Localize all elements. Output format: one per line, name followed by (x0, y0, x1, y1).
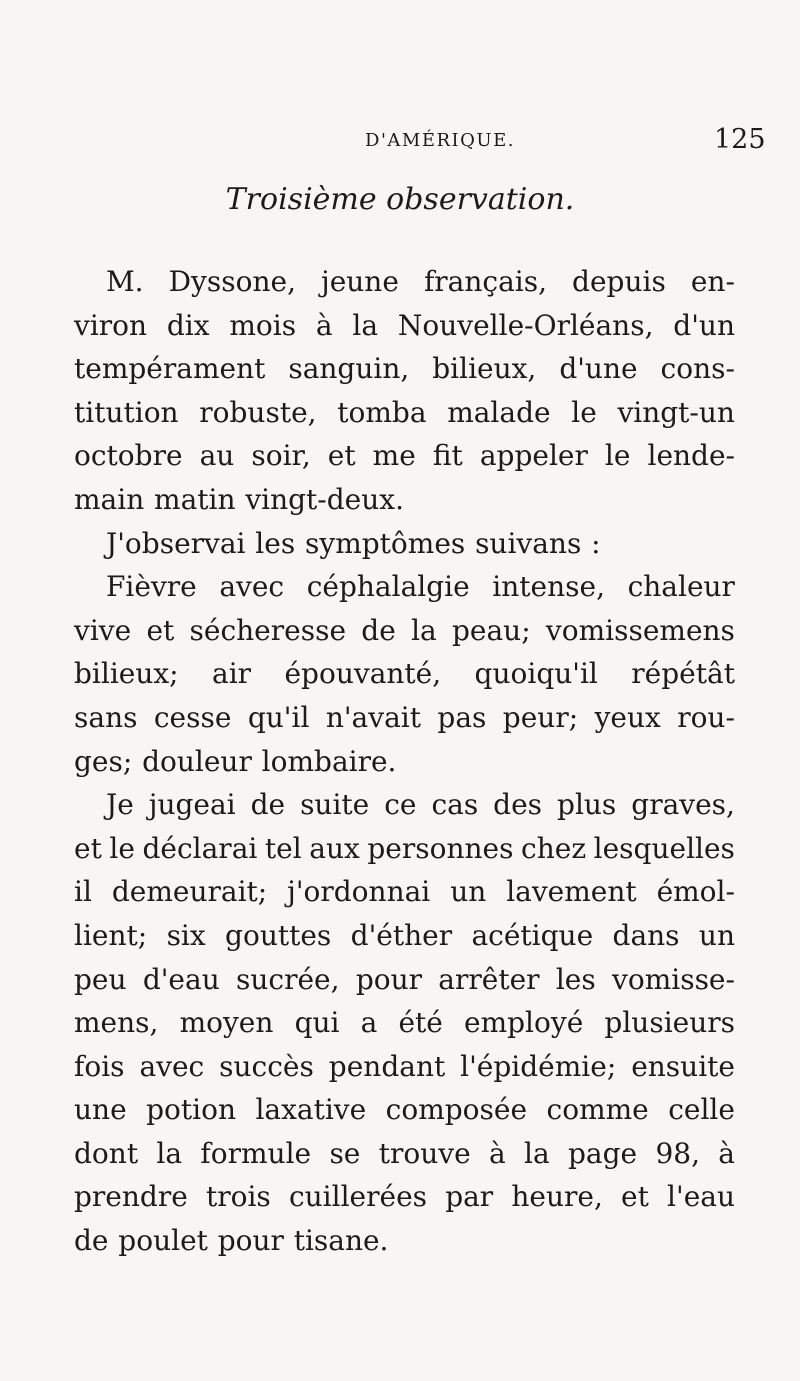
word: et (74, 831, 102, 865)
word: le (109, 831, 135, 865)
word: trouve (378, 1136, 471, 1170)
word: sanguin, (288, 352, 410, 386)
word: pour (217, 1224, 284, 1258)
word: la (524, 1136, 550, 1170)
word: tisane. (293, 1224, 389, 1258)
text-line (74, 1001, 735, 1045)
word: succès (219, 1049, 314, 1083)
word: cons- (660, 352, 735, 386)
word: été (398, 1006, 443, 1040)
word: lende- (647, 439, 735, 473)
word: suite (300, 788, 370, 822)
word: heure, (511, 1180, 603, 1214)
word: la (411, 613, 437, 647)
word: prendre (74, 1180, 188, 1214)
word: air (212, 657, 252, 691)
word: épouvanté, (284, 657, 442, 691)
word: 98, (655, 1136, 700, 1170)
word: un (698, 918, 735, 952)
word: lavement (506, 875, 637, 909)
text-line (74, 434, 735, 478)
word: robuste, (199, 395, 317, 429)
word: cuillerées (288, 1180, 428, 1214)
word: comme (546, 1093, 649, 1127)
paragraph (74, 565, 735, 783)
word: qu'il (247, 700, 310, 734)
word: le (604, 439, 631, 473)
word: personnes (367, 831, 514, 865)
word: arrêter (438, 962, 540, 996)
word: cesse (153, 700, 232, 734)
word: sécheresse (189, 613, 347, 647)
text-line (74, 347, 735, 391)
word: soir, (251, 439, 311, 473)
word: en- (690, 265, 735, 298)
text-line (74, 260, 735, 304)
word: mois (229, 308, 297, 342)
word: cas (431, 788, 479, 822)
word: des (493, 788, 543, 822)
section-title: Troisième observation. (225, 182, 575, 217)
text-line (74, 609, 735, 653)
word: à (718, 1136, 735, 1170)
word: tel (264, 831, 302, 865)
word: et (146, 613, 175, 647)
text-line (74, 1132, 735, 1176)
word: trois (205, 1180, 271, 1214)
word: bilieux; (74, 657, 179, 691)
word: malade (447, 395, 551, 429)
word: peur; (502, 700, 579, 734)
word: à (488, 1136, 506, 1170)
word: se (329, 1136, 361, 1170)
text-line (74, 870, 735, 914)
running-head: D'AMÉRIQUE. (365, 130, 515, 151)
word: gouttes (225, 918, 332, 952)
word: vive (74, 613, 132, 647)
word: rou- (677, 700, 735, 734)
text-line (74, 1045, 735, 1089)
word: composée (385, 1093, 528, 1127)
word: plusieurs (604, 1006, 735, 1040)
word: graves, (631, 788, 735, 822)
word: intense, (492, 570, 605, 604)
word: tempérament (74, 352, 266, 386)
word: déclarai (142, 831, 258, 865)
word: quoiqu'il (474, 657, 598, 691)
word: laxative (255, 1093, 367, 1127)
text-line (74, 783, 735, 827)
body-text (74, 260, 735, 1263)
word: octobre (74, 439, 183, 473)
text-line (74, 522, 735, 566)
word: n'avait (325, 700, 421, 734)
word: l'épidémie; (460, 1049, 617, 1083)
paragraph (74, 260, 735, 522)
word: peau; (451, 613, 531, 647)
word: dans (612, 918, 680, 952)
word: d'une (559, 352, 638, 386)
word: français, (423, 265, 548, 298)
word: vomissemens (545, 613, 735, 647)
word: Nouvelle-Orléans, (397, 308, 654, 342)
word: répétât (631, 657, 735, 691)
word: les (255, 526, 296, 560)
word: d'éther (350, 918, 453, 952)
word: fois (74, 1049, 125, 1083)
word: demeurait; (111, 875, 268, 909)
word: sans (74, 700, 138, 734)
word: celle (668, 1093, 735, 1127)
word: de (250, 788, 286, 822)
word: sucrée, (236, 962, 340, 996)
word: pour (355, 962, 423, 996)
word: la (352, 308, 379, 342)
word: vomisse- (612, 962, 735, 996)
paragraph (74, 522, 735, 566)
text-line (74, 1219, 735, 1263)
word: me (372, 439, 416, 473)
word: M. (106, 265, 144, 298)
text-line (74, 958, 735, 1002)
word: jugeai (148, 788, 236, 822)
word: chez (521, 831, 587, 865)
word: la (156, 1136, 183, 1170)
word: ensuite (631, 1049, 735, 1083)
word: appeler (479, 439, 588, 473)
text-line (74, 696, 735, 740)
word: Fièvre (106, 570, 197, 604)
word: page (567, 1136, 638, 1170)
word: et (327, 439, 356, 473)
word: et (621, 1180, 649, 1214)
word: peu (74, 962, 127, 996)
word: Je (106, 788, 134, 822)
word: ce (384, 788, 417, 822)
word: au (199, 439, 235, 473)
word: acétique (471, 918, 594, 952)
word: Dyssone, (168, 265, 296, 298)
word: six (166, 918, 206, 952)
word: vingt-deux. (245, 482, 404, 516)
word: depuis (572, 265, 666, 298)
word: a (360, 1006, 378, 1040)
word: titution (74, 395, 179, 429)
word: par (445, 1180, 494, 1214)
word: tomba (337, 395, 427, 429)
word: moyen (179, 1006, 274, 1040)
word: formule (200, 1136, 312, 1170)
word: à (315, 308, 333, 342)
paragraph (74, 783, 735, 1263)
word: de (361, 613, 396, 647)
word: lient; (74, 918, 148, 952)
word: ges; (74, 744, 133, 778)
word: avec (139, 1049, 205, 1083)
text-line (74, 652, 735, 696)
text-line (74, 304, 735, 348)
word: émol- (656, 875, 735, 909)
word: plus (557, 788, 617, 822)
text-line (74, 391, 735, 435)
word: céphalalgie (306, 570, 470, 604)
word: de (74, 1224, 109, 1258)
text-line (74, 1088, 735, 1132)
text-line (74, 1175, 735, 1219)
word: d'eau (142, 962, 220, 996)
word: qui (294, 1006, 340, 1040)
word: d'un (673, 308, 735, 342)
text-line (74, 740, 735, 784)
word: avec (219, 570, 285, 604)
word: lesquelles (593, 831, 735, 865)
word: pendant (328, 1049, 446, 1083)
word: matin (154, 482, 236, 516)
word: une (74, 1093, 127, 1127)
word: employé (464, 1006, 584, 1040)
word: suivans (475, 526, 582, 560)
word: chaleur (627, 570, 735, 604)
word: main (74, 482, 145, 516)
word: viron (74, 308, 148, 342)
page-number: 125 (714, 124, 766, 155)
word: l'eau (667, 1180, 735, 1214)
word: dix (166, 308, 210, 342)
word: vingt-un (617, 395, 735, 429)
word: yeux (594, 700, 661, 734)
word: les (555, 962, 596, 996)
word: douleur (142, 744, 252, 778)
word: bilieux, (432, 352, 537, 386)
word: potion (146, 1093, 236, 1127)
word: il (74, 875, 92, 909)
word: J'observai (106, 526, 246, 560)
word: fit (432, 439, 463, 473)
word: j'ordonnai (287, 875, 431, 909)
word: aux (309, 831, 360, 865)
word: un (450, 875, 487, 909)
word: le (571, 395, 597, 429)
word: poulet (118, 1224, 208, 1258)
word: jeune (321, 265, 399, 298)
text-line (74, 827, 735, 871)
word: mens, (74, 1006, 159, 1040)
text-line (74, 478, 735, 522)
text-line (74, 914, 735, 958)
word: lombaire. (261, 744, 397, 778)
word: : (591, 526, 601, 560)
text-line (74, 565, 735, 609)
word: dont (74, 1136, 139, 1170)
word: pas (437, 700, 487, 734)
word: symptômes (305, 526, 466, 560)
